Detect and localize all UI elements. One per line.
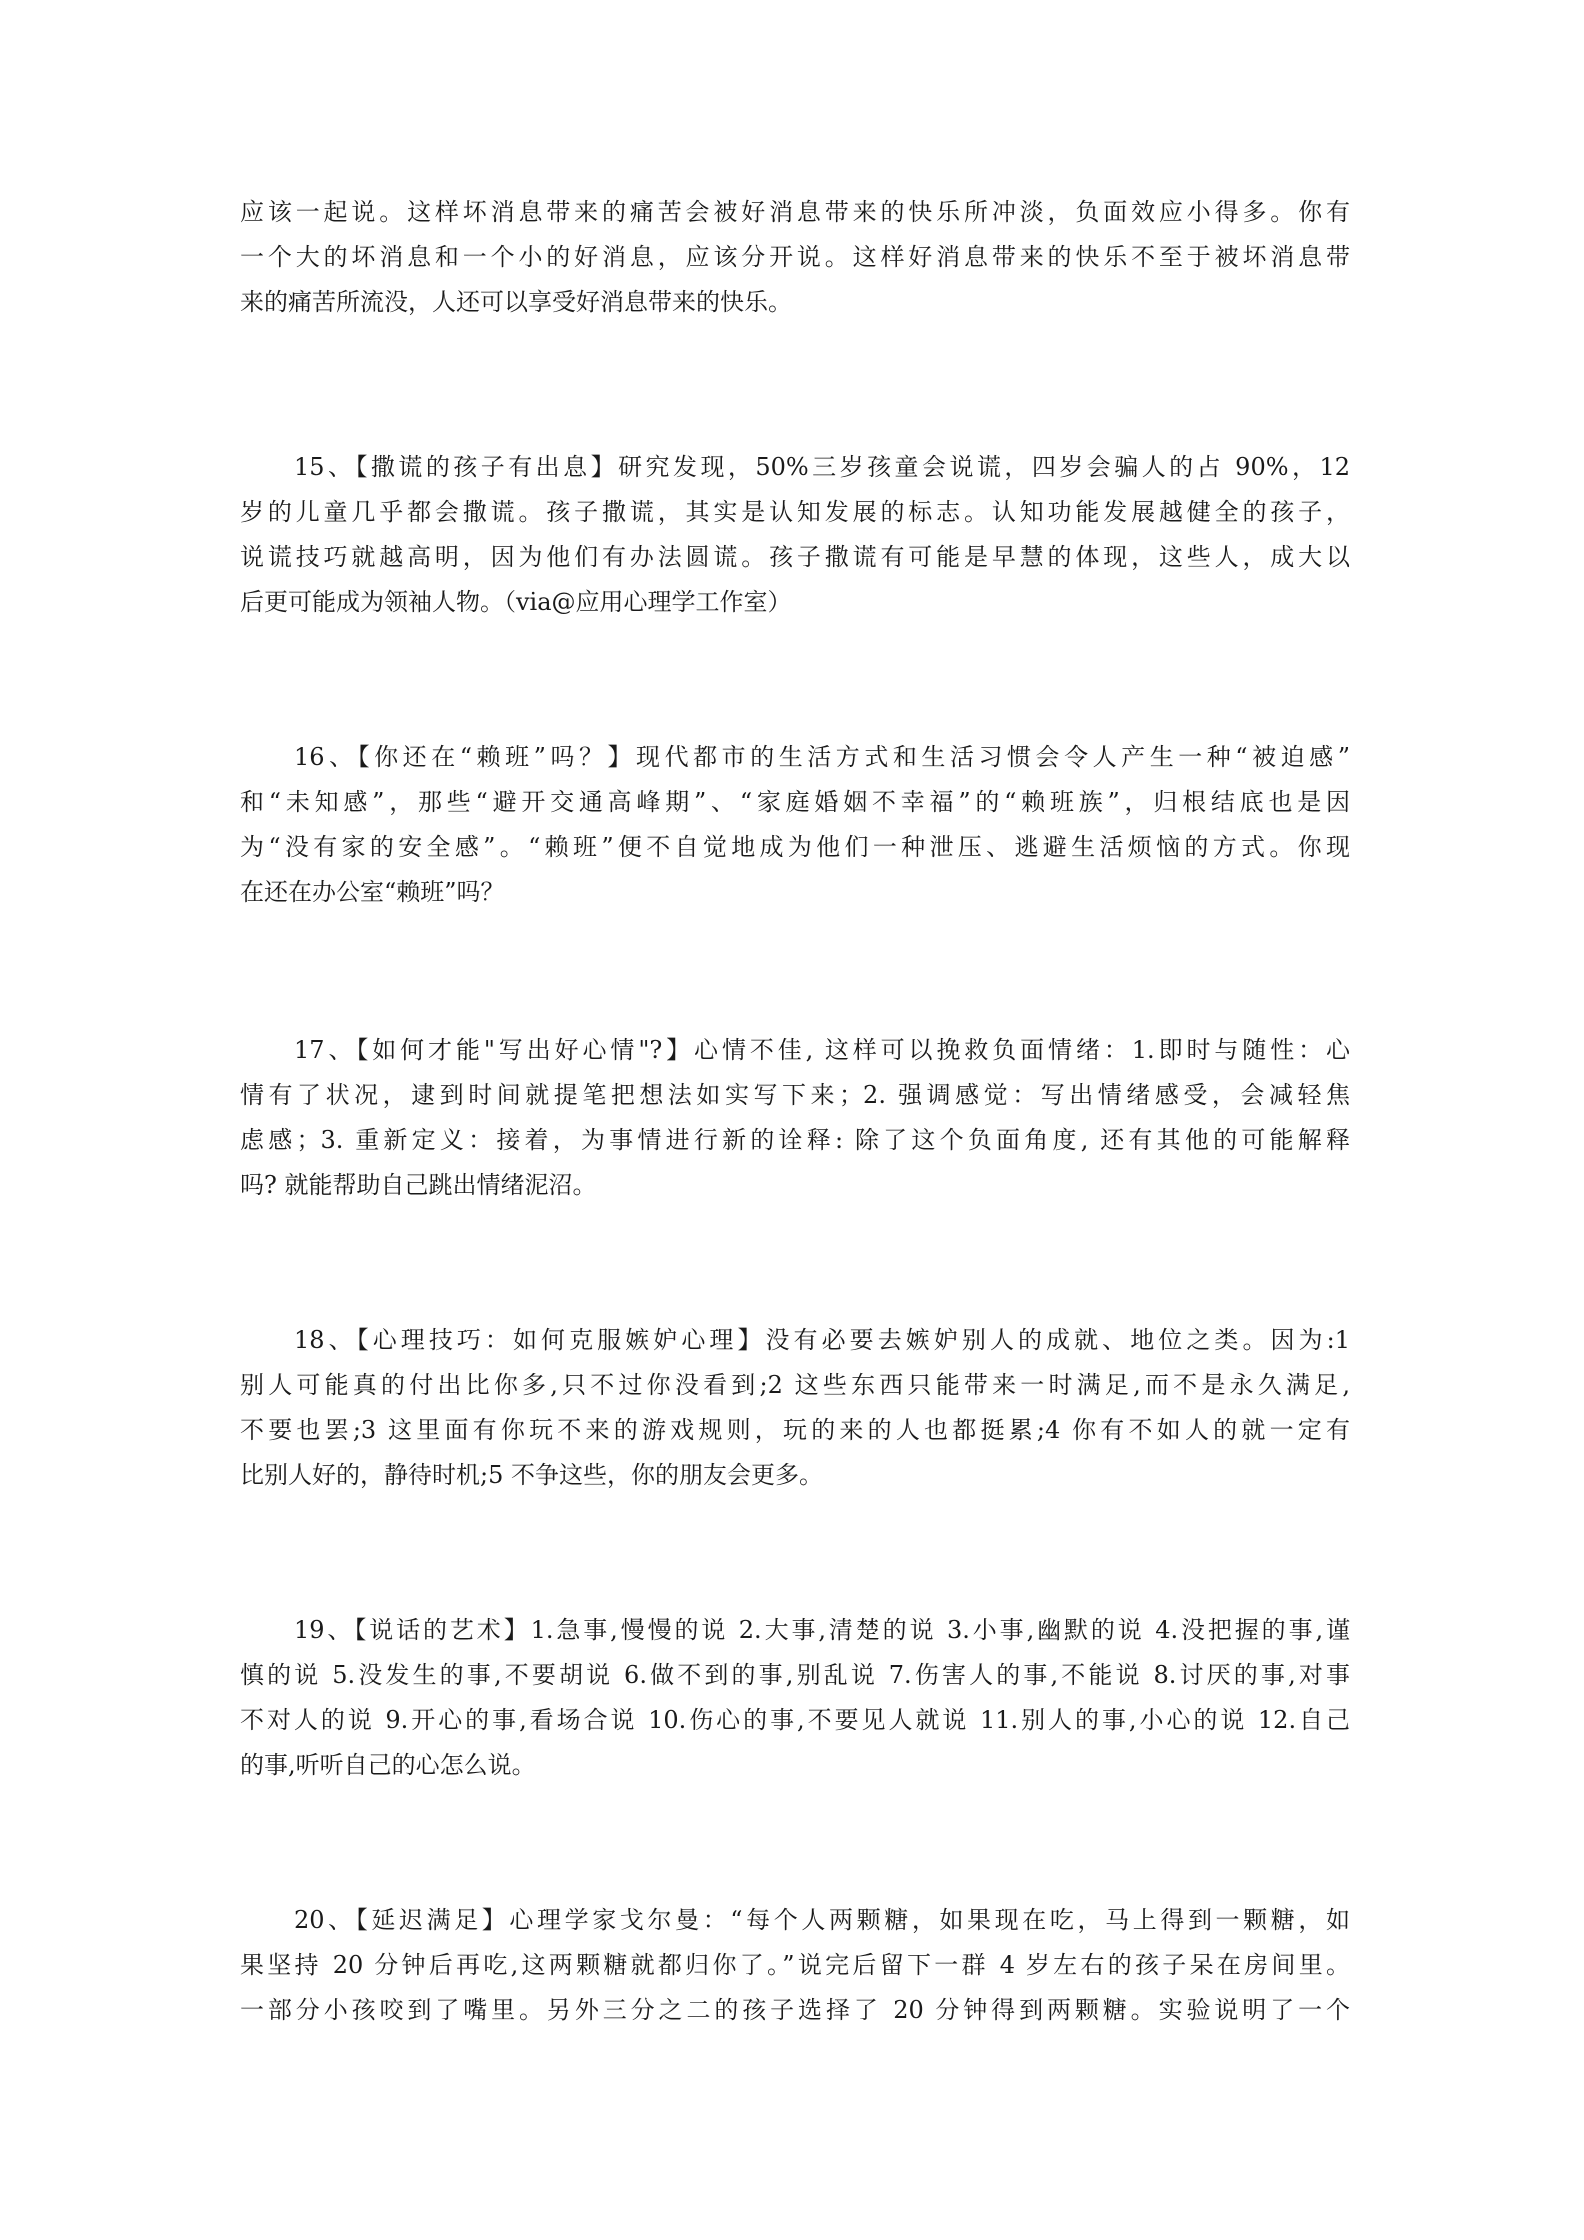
text-line: 虑感；3. 重新定义：接着，为事情进行新的诠释: 除了这个负面角度, 还有其他的可能解释 — [240, 1126, 1350, 1154]
text-line: 比别人好的，静待时机;5 不争这些，你的朋友会更多。 — [240, 1461, 823, 1489]
text-line: 的事,听听自己的心怎么说。 — [240, 1751, 536, 1779]
text-line: 慎的说 5.没发生的事,不要胡说 6.做不到的事,别乱说 7.伤害人的事,不能说 8.讨厌的事,对事 — [240, 1661, 1350, 1689]
text-line: 吗? 就能帮助自己跳出情绪泥沼。 — [240, 1171, 597, 1199]
text-line: 17、【如何才能"写出好心情"?】心情不佳, 这样可以挽救负面情绪：1.即时与随性：心 — [294, 1036, 1350, 1064]
paragraph-16 — [240, 735, 1350, 915]
text-line: 说谎技巧就越高明，因为他们有办法圆谎。孩子撒谎有可能是早慧的体现，这些人，成大以 — [240, 543, 1350, 571]
paragraph-15 — [240, 445, 1350, 625]
text-line: 在还在办公室“赖班”吗？ — [240, 878, 505, 906]
text-line: 一个大的坏消息和一个小的好消息，应该分开说。这样好消息带来的快乐不至于被坏消息带 — [240, 243, 1350, 271]
text-line: 20、【延迟满足】心理学家戈尔曼：“每个人两颗糖，如果现在吃，马上得到一颗糖，如 — [294, 1906, 1350, 1934]
text-line: 后更可能成为领袖人物。（via@应用心理学工作室） — [240, 588, 792, 616]
paragraph-14-continuation — [240, 190, 1350, 325]
text-line: 和“未知感”，那些“避开交通高峰期”、“家庭婚姻不幸福”的“赖班族”，归根结底也是因 — [240, 788, 1350, 816]
text-line: 18、【心理技巧：如何克服嫉妒心理】没有必要去嫉妒别人的成就、地位之类。因为:1 — [294, 1326, 1350, 1354]
paragraph-17 — [240, 1028, 1350, 1208]
paragraph-19 — [240, 1608, 1350, 1788]
text-line: 不要也罢;3 这里面有你玩不来的游戏规则，玩的来的人也都挺累;4 你有不如人的就一定有 — [240, 1416, 1350, 1444]
text-line: 岁的儿童几乎都会撒谎。孩子撒谎，其实是认知发展的标志。认知功能发展越健全的孩子， — [240, 498, 1350, 526]
text-line: 19、【说话的艺术】1.急事,慢慢的说 2.大事,清楚的说 3.小事,幽默的说 4.没把握的事,谨 — [294, 1616, 1350, 1644]
text-line: 16、【你还在“赖班”吗？】现代都市的生活方式和生活习惯会令人产生一种“被迫感” — [294, 743, 1350, 771]
text-line: 15、【撒谎的孩子有出息】研究发现，50%三岁孩童会说谎，四岁会骗人的占 90%，12 — [294, 453, 1350, 481]
paragraph-18 — [240, 1318, 1350, 1498]
text-line: 应该一起说。这样坏消息带来的痛苦会被好消息带来的快乐所冲淡，负面效应小得多。你有 — [240, 198, 1350, 226]
text-line: 果坚持 20 分钟后再吃,这两颗糖就都归你了。”说完后留下一群 4 岁左右的孩子呆在房间里。 — [240, 1951, 1350, 1979]
text-line: 为“没有家的安全感”。“赖班”便不自觉地成为他们一种泄压、逃避生活烦恼的方式。你现 — [240, 833, 1350, 861]
text-line: 来的痛苦所流没，人还可以享受好消息带来的快乐。 — [240, 288, 792, 316]
text-line: 别人可能真的付出比你多,只不过你没看到;2 这些东西只能带来一时满足,而不是永久满足, — [240, 1371, 1350, 1399]
text-line: 情有了状况，逮到时间就提笔把想法如实写下来；2. 强调感觉：写出情绪感受，会减轻焦 — [240, 1081, 1350, 1109]
paragraph-20 — [240, 1898, 1350, 2033]
text-line: 不对人的说 9.开心的事,看场合说 10.伤心的事,不要见人就说 11.别人的事,小心的说 12.自己 — [240, 1706, 1350, 1734]
text-line: 一部分小孩咬到了嘴里。另外三分之二的孩子选择了 20 分钟得到两颗糖。实验说明了一个 — [240, 1996, 1350, 2024]
